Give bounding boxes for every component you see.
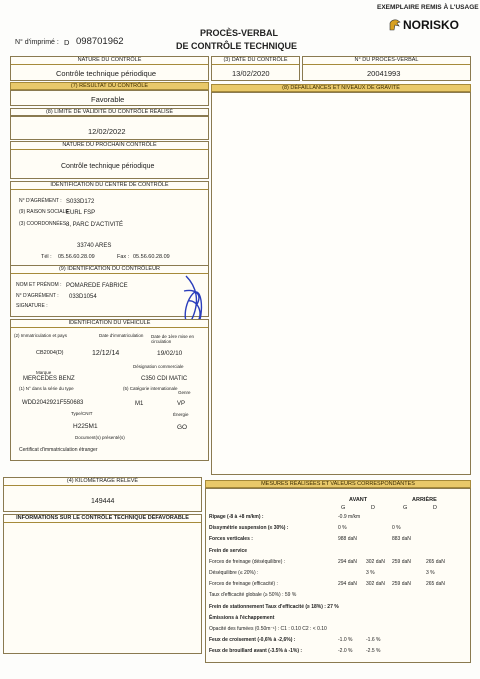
nature-header: NATURE DU CONTRÔLE — [11, 57, 208, 65]
mesure-row — [206, 569, 470, 578]
pv-header: N° DU PROCÈS-VERBAL — [303, 57, 470, 65]
vehicule-type: H225M1 — [73, 423, 98, 430]
mesure-row — [206, 636, 470, 645]
vehicule-type-label: Type/CNIT — [71, 411, 93, 416]
mesures-g-avant: G — [341, 505, 346, 511]
mesure-label: Forces verticales : — [209, 536, 253, 543]
limite-header: (8) LIMITE DE VALIDITÉ DU CONTRÔLE RÉALISÉ — [10, 108, 209, 116]
vehicule-header: IDENTIFICATION DU VÉHICULE — [11, 320, 208, 328]
mesure-label: Forces de freinage (déséquilibre) : — [209, 558, 286, 565]
mesures-d-avant: D — [371, 505, 375, 511]
limite-value: 12/02/2022 — [88, 127, 126, 136]
prochain-header: NATURE DU PROCHAIN CONTRÔLE — [11, 142, 208, 150]
mesure-label: Forces de freinage (efficacité) : — [209, 581, 278, 588]
controleur-nom: POMAREDE FABRICE — [66, 283, 128, 289]
controleur-agrement: 033D1054 — [69, 294, 97, 300]
mesure-value-v2: 302 daN — [366, 581, 385, 588]
mesure-value-v4: 265 daN — [426, 558, 445, 565]
kilometrage-header: (4) KILOMÉTRAGE RELEVÉ — [4, 478, 201, 486]
nature-value: Contrôle technique périodique — [56, 69, 157, 78]
centre-coord-label: (3) COORDONNÉES : — [19, 221, 70, 227]
mesure-value-v1: 988 daN — [338, 536, 357, 543]
mesure-row — [206, 614, 470, 623]
mesure-row — [206, 513, 470, 522]
vehicule-designation: C350 CDI MATIC — [141, 376, 188, 382]
controleur-agrement-label: N° D'AGRÉMENT : — [16, 293, 59, 299]
nature-box — [10, 56, 209, 81]
kilometrage-value: 149444 — [91, 498, 115, 505]
imprime-prefix: D — [64, 38, 70, 47]
mesure-label: Dissymétrie suspension (≤ 30%) : — [209, 525, 289, 532]
date-header: (3) DATE DU CONTRÔLE — [212, 57, 299, 65]
date-value: 13/02/2020 — [232, 69, 270, 78]
resultat-value: Favorable — [91, 95, 125, 104]
brand-logo — [388, 17, 480, 33]
vehicule-genre-label: Genre — [178, 390, 191, 395]
mesure-label: Feux de croisement (-0,6% à -2,6%) : — [209, 637, 296, 644]
vehicule-marque: MERCEDES BENZ — [23, 376, 75, 382]
top-note: EXEMPLAIRE REMIS À L'USAGE — [377, 4, 479, 11]
mesure-label: Frein de service — [209, 547, 248, 554]
vehicule-immat-label: (2) Immatriculation et pays — [14, 333, 68, 338]
vehicule-categorie: M1 — [135, 401, 144, 407]
centre-raison: EURL FSP — [66, 210, 96, 216]
mesure-value-v3: 259 daN — [392, 558, 411, 565]
centre-tel: 05.56.60.28.09 — [58, 254, 95, 260]
mesure-value-v4: 3 % — [426, 570, 435, 576]
lion-logo-icon — [388, 18, 402, 32]
mesure-label: Feux de brouillard avant (-3.5% à -1%) : — [209, 648, 303, 655]
resultat-box — [10, 90, 209, 106]
vehicule-marque-label: Marque — [36, 370, 52, 375]
infos-header: INFORMATIONS SUR LE CONTRÔLE TECHNIQUE DÉFAVORABLE — [4, 515, 201, 523]
centre-ville: 33740 ARES — [77, 243, 112, 249]
vehicule-box — [10, 319, 209, 461]
mesure-label: Déséquilibre (≤ 20%) : — [209, 570, 259, 576]
mesure-value-v3: 0 % — [392, 525, 401, 532]
vehicule-energie: GO — [177, 424, 188, 431]
mesure-value-v1: -2.0 % — [338, 648, 353, 655]
mesure-row — [206, 647, 470, 656]
vehicule-designation-label: Désignation commerciale — [133, 364, 184, 369]
mesure-value-v2: -2.5 % — [366, 648, 381, 655]
vehicule-date-immat-label: Date d'immatriculation — [99, 333, 144, 338]
controleur-signature-label: SIGNATURE : — [16, 303, 48, 309]
vehicule-immat: CB2004(D) — [36, 350, 64, 356]
imprime-label: N° d'imprimé : — [15, 39, 59, 46]
brand-name: NORISKO — [403, 18, 460, 32]
mesure-value-v2: 3 % — [366, 570, 375, 576]
pv-box — [302, 56, 471, 81]
centre-fax-label: Fax : — [117, 254, 130, 260]
mesure-value-v4: 265 daN — [426, 581, 445, 588]
vehicule-categorie-label: (5) Catégorie internationale — [123, 386, 178, 391]
mesure-value-v1: 294 daN — [338, 581, 357, 588]
date-box — [211, 56, 300, 81]
mesure-row — [206, 625, 470, 634]
defaillances-box — [211, 92, 471, 475]
pv-value: 20041993 — [367, 69, 401, 78]
centre-header: IDENTIFICATION DU CENTRE DE CONTRÔLE — [11, 182, 208, 190]
mesure-row — [206, 580, 470, 589]
vehicule-date-1ere: 19/02/10 — [157, 350, 183, 357]
resultat-header: (7) RÉSULTAT DU CONTRÔLE — [10, 82, 209, 90]
controleur-box — [10, 265, 209, 317]
mesure-label: Frein de stationnement Taux d'efficacité (≥ 18%) : 27 % — [209, 603, 339, 610]
imprime-value: 098701962 — [76, 36, 124, 47]
mesure-value-v1: -0.9 m/km — [338, 514, 361, 520]
vehicule-certificat: Certificat d'immatriculation étranger — [19, 447, 98, 453]
mesure-value-v3: 259 daN — [392, 581, 411, 588]
mesures-d-arriere: D — [433, 505, 437, 511]
centre-agrement-label: N° D'AGRÉMENT : — [19, 198, 62, 204]
mesure-row — [206, 603, 470, 612]
vehicule-energie-label: Énergie — [173, 412, 189, 417]
mesure-row — [206, 547, 470, 556]
mesures-rows — [206, 513, 470, 663]
mesure-value-v2: -1.6 % — [366, 637, 381, 644]
mesure-value-v2: 302 daN — [366, 558, 385, 565]
centre-tel-label: Tél : — [41, 254, 52, 260]
mesure-row — [206, 524, 470, 533]
mesure-row — [206, 535, 470, 544]
controleur-header: (9) IDENTIFICATION DU CONTRÔLEUR — [11, 266, 208, 274]
mesure-value-v1: 0 % — [338, 525, 347, 532]
mesure-label: Ripage (-8 à +8 m/km) : — [209, 514, 264, 520]
centre-adresse: 8, PARC D'ACTIVITÉ — [66, 222, 124, 228]
mesures-arriere: ARRIÈRE — [412, 497, 437, 503]
infos-box — [3, 514, 202, 654]
centre-fax: 05.56.60.28.09 — [133, 254, 170, 260]
centre-agrement: S033D172 — [66, 199, 95, 205]
vehicule-genre: VP — [177, 401, 186, 407]
vehicule-date-immat: 12/12/14 — [92, 350, 120, 357]
limite-box — [10, 116, 209, 140]
vehicule-documents-label: Document(s) présenté(s) — [75, 435, 125, 440]
mesures-g-arriere: G — [403, 505, 408, 511]
centre-raison-label: (9) RAISON SOCIALE : — [19, 209, 72, 215]
mesure-row — [206, 591, 470, 600]
mesure-row — [206, 558, 470, 567]
prochain-value: Contrôle technique périodique — [61, 163, 155, 170]
mesures-box — [205, 488, 471, 663]
kilometrage-box — [3, 477, 202, 512]
title-line2: DE CONTRÔLE TECHNIQUE — [176, 41, 298, 51]
vehicule-serie-label: (1) N° dans la série du type — [19, 386, 74, 391]
defaillances-header: (8) DÉFAILLANCES ET NIVEAUX DE GRAVITÉ — [211, 84, 471, 92]
centre-box — [10, 181, 209, 267]
title-line1: PROCÈS-VERBAL — [200, 28, 279, 38]
mesure-label: Taux d'efficacité globale (≥ 50%) : 59 % — [209, 592, 297, 599]
prochain-box — [10, 141, 209, 179]
mesure-value-v1: 294 daN — [338, 558, 357, 565]
controleur-nom-label: NOM ET PRÉNOM : — [16, 282, 62, 288]
mesure-value-v3: 883 daN — [392, 536, 411, 543]
mesures-avant: AVANT — [349, 497, 368, 503]
vehicule-serie: WDD2042921F550683 — [22, 400, 84, 406]
vehicule-date-1ere-label: Date de 1ère mise en circulation — [151, 334, 195, 344]
mesure-label: Opacité des fumées (0.50m⁻¹) : C1 : 0.10 C2 : < 0.10 — [209, 626, 327, 632]
mesure-label: Émissions à l'échappement — [209, 614, 275, 621]
mesure-value-v1: -1.0 % — [338, 637, 353, 644]
mesures-header: MESURES RÉALISÉES ET VALEURS CORRESPONDANTES — [205, 480, 471, 488]
